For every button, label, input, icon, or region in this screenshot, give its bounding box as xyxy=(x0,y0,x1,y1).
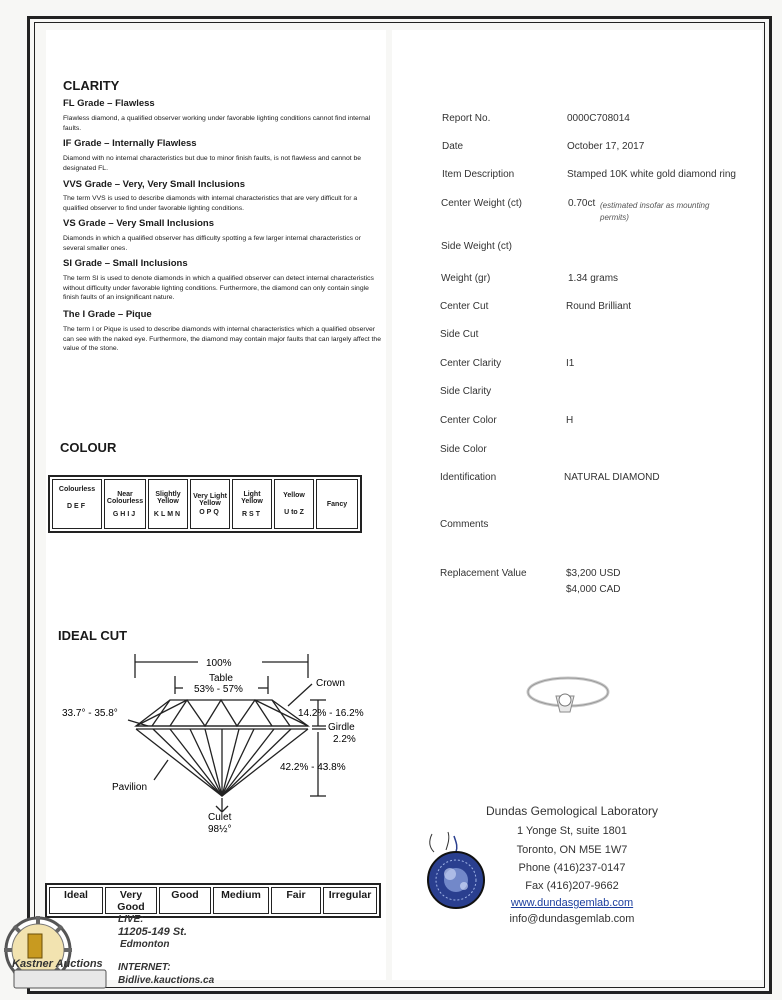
colour-scale-table xyxy=(48,475,362,533)
ring-photo xyxy=(512,668,612,728)
crown-label: Crown xyxy=(316,678,345,689)
cut-grade-cell: Medium xyxy=(213,887,269,914)
center-cut-value: Round Brilliant xyxy=(566,301,632,312)
identification-value: NATURAL DIAMOND xyxy=(564,472,660,483)
date-value: October 17, 2017 xyxy=(567,141,645,152)
grade-desc-vs: Diamonds in which a qualified observer has difficulty spotting a few larger internal characteristics or several smaller ones. xyxy=(63,235,361,252)
side-weight-label: Side Weight (ct) xyxy=(441,241,512,252)
colour-cell xyxy=(104,479,146,529)
item-description-value: Stamped 10K white gold diamond ring xyxy=(567,169,736,180)
center-weight-value: 0.70ct xyxy=(568,198,596,209)
live-label: LIVE: xyxy=(118,914,144,925)
grade-desc-si: The term SI is used to denote diamonds in which a qualified observer can detect internal characteristics without difficulty under favorable lighting conditions. Furthermore, the diamond can only contain single finish faults of an insignificant nature. xyxy=(63,275,374,301)
culet-pct-label: 98½° xyxy=(208,824,232,835)
report-no-label: Report No. xyxy=(442,113,491,124)
grade-desc-if: Diamond with no internal characteristics but due to minor finish faults, is not flawless and cannot be designated FL. xyxy=(63,155,362,172)
crown-angle-label: 33.7° - 35.8° xyxy=(62,708,118,719)
comments-label: Comments xyxy=(440,519,489,530)
colour-letters: KLMN xyxy=(153,510,183,518)
cut-grade-cell: Very Good xyxy=(105,887,157,914)
lab-fax: Fax (416)207-9662 xyxy=(525,880,619,892)
cut-grade-cell: Good xyxy=(159,887,211,914)
clarity-heading: CLARITY xyxy=(63,78,120,93)
center-weight-label: Center Weight (ct) xyxy=(441,198,522,209)
lab-address-2: Toronto, ON M5E 1W7 xyxy=(516,844,628,856)
lab-address-1: 1 Yonge St, suite 1801 xyxy=(516,825,628,837)
colour-name: Yellow xyxy=(283,492,305,499)
culet-label: Culet xyxy=(208,812,232,823)
grade-desc-fl: Flawless diamond, a qualified observer working under favorable lighting conditions cannot find internal faults. xyxy=(63,115,371,132)
colour-name: Very Light Yellow xyxy=(193,492,227,507)
grade-desc-i: The term I or Pique is used to describe diamonds with internal characteristics which a qualified observer can see with the naked eye. Furthermore, the diamond may contain major faults that can largely affect the value of the stone. xyxy=(63,326,381,352)
colour-letters: GHIJ xyxy=(112,510,138,518)
colour-letters: U to Z xyxy=(284,509,304,516)
replacement-value-usd: $3,200 USD xyxy=(566,568,621,579)
internet-url: Bidlive.kauctions.ca xyxy=(118,975,215,986)
center-clarity-value: I1 xyxy=(566,358,575,369)
center-color-value: H xyxy=(566,415,574,426)
grade-title-vs: VS Grade – Very Small Inclusions xyxy=(63,218,215,229)
grade-title-vvs: VVS Grade – Very, Very Small Inclusions xyxy=(63,179,245,190)
lab-email: info@dundasgemlab.com xyxy=(509,913,635,925)
center-color-label: Center Color xyxy=(440,415,497,426)
report-no-value: 0000C708014 xyxy=(567,113,630,124)
weight-value: 1.34 grams xyxy=(568,273,619,284)
cut-grade-cell: Ideal xyxy=(49,887,103,914)
replacement-value-label: Replacement Value xyxy=(440,568,527,579)
colour-cell xyxy=(232,479,272,529)
center-cut-label: Center Cut xyxy=(440,301,489,312)
lab-name: Dundas Gemological Laboratory xyxy=(485,804,659,818)
side-color-label: Side Color xyxy=(440,444,487,455)
colour-letters: RST xyxy=(242,510,262,518)
colour-name: Light Yellow xyxy=(241,490,263,505)
pavilion-label: Pavilion xyxy=(112,782,148,793)
width-label: 100% xyxy=(206,658,232,669)
pavilion-depth-label: 42.2% - 43.8% xyxy=(280,762,346,773)
table-label: Table xyxy=(209,673,233,684)
kastner-brand: Kastner Auctions xyxy=(12,958,103,970)
cut-grade-cell: Fair xyxy=(271,887,321,914)
grade-title-i: The I Grade – Pique xyxy=(63,309,152,320)
ideal-cut-heading: IDEAL CUT xyxy=(58,628,128,643)
cut-grade-cell: Irregular xyxy=(323,887,377,914)
colour-letters: OPQ xyxy=(199,508,221,516)
colour-cell xyxy=(274,479,314,529)
colour-name: Near Colourless xyxy=(106,490,144,505)
hologram-seal-icon xyxy=(420,828,492,912)
colour-letters: DEF xyxy=(67,503,87,510)
grade-title-si: SI Grade – Small Inclusions xyxy=(63,258,188,269)
grade-title-fl: FL Grade – Flawless xyxy=(63,98,155,109)
colour-name: Colourless xyxy=(58,486,96,493)
colour-cell xyxy=(316,479,358,529)
weight-label: Weight (gr) xyxy=(441,273,491,284)
grade-desc-vvs: The term VVS is used to describe diamonds with internal characteristics that are very difficult for a qualified observer to find under favorable lighting conditions. xyxy=(63,195,358,212)
date-label: Date xyxy=(442,141,464,152)
center-clarity-label: Center Clarity xyxy=(440,358,502,369)
internet-label: INTERNET: xyxy=(118,962,171,973)
center-weight-note xyxy=(600,200,720,224)
colour-cell xyxy=(190,479,230,529)
crown-height-label: 14.2% - 16.2% xyxy=(298,708,364,719)
side-clarity-label: Side Clarity xyxy=(440,386,492,397)
item-description-label: Item Description xyxy=(442,169,515,180)
table-pct-label: 53% - 57% xyxy=(194,684,243,695)
girdle-label: Girdle xyxy=(328,722,355,733)
girdle-pct-label: 2.2% xyxy=(333,734,356,745)
lab-website-link[interactable]: www.dundasgemlab.com xyxy=(510,897,634,909)
lab-phone: Phone (416)237-0147 xyxy=(518,862,626,874)
grade-title-if: IF Grade – Internally Flawless xyxy=(63,138,197,149)
live-address: 11205-149 St. xyxy=(118,926,187,938)
identification-label: Identification xyxy=(440,472,497,483)
colour-name: Fancy xyxy=(326,500,348,508)
live-city: Edmonton xyxy=(120,939,170,950)
kastner-logo-icon xyxy=(4,912,116,996)
replacement-value-cad: $4,000 CAD xyxy=(566,584,621,595)
colour-cell xyxy=(52,479,102,529)
side-cut-label: Side Cut xyxy=(440,329,479,340)
center-weight-note-text: (estimated insofar as mounting permits) xyxy=(600,201,710,222)
colour-name: Slightly Yellow xyxy=(155,490,181,505)
diamond-diagram xyxy=(50,648,390,838)
colour-heading: COLOUR xyxy=(60,440,117,455)
colour-cell xyxy=(148,479,188,529)
